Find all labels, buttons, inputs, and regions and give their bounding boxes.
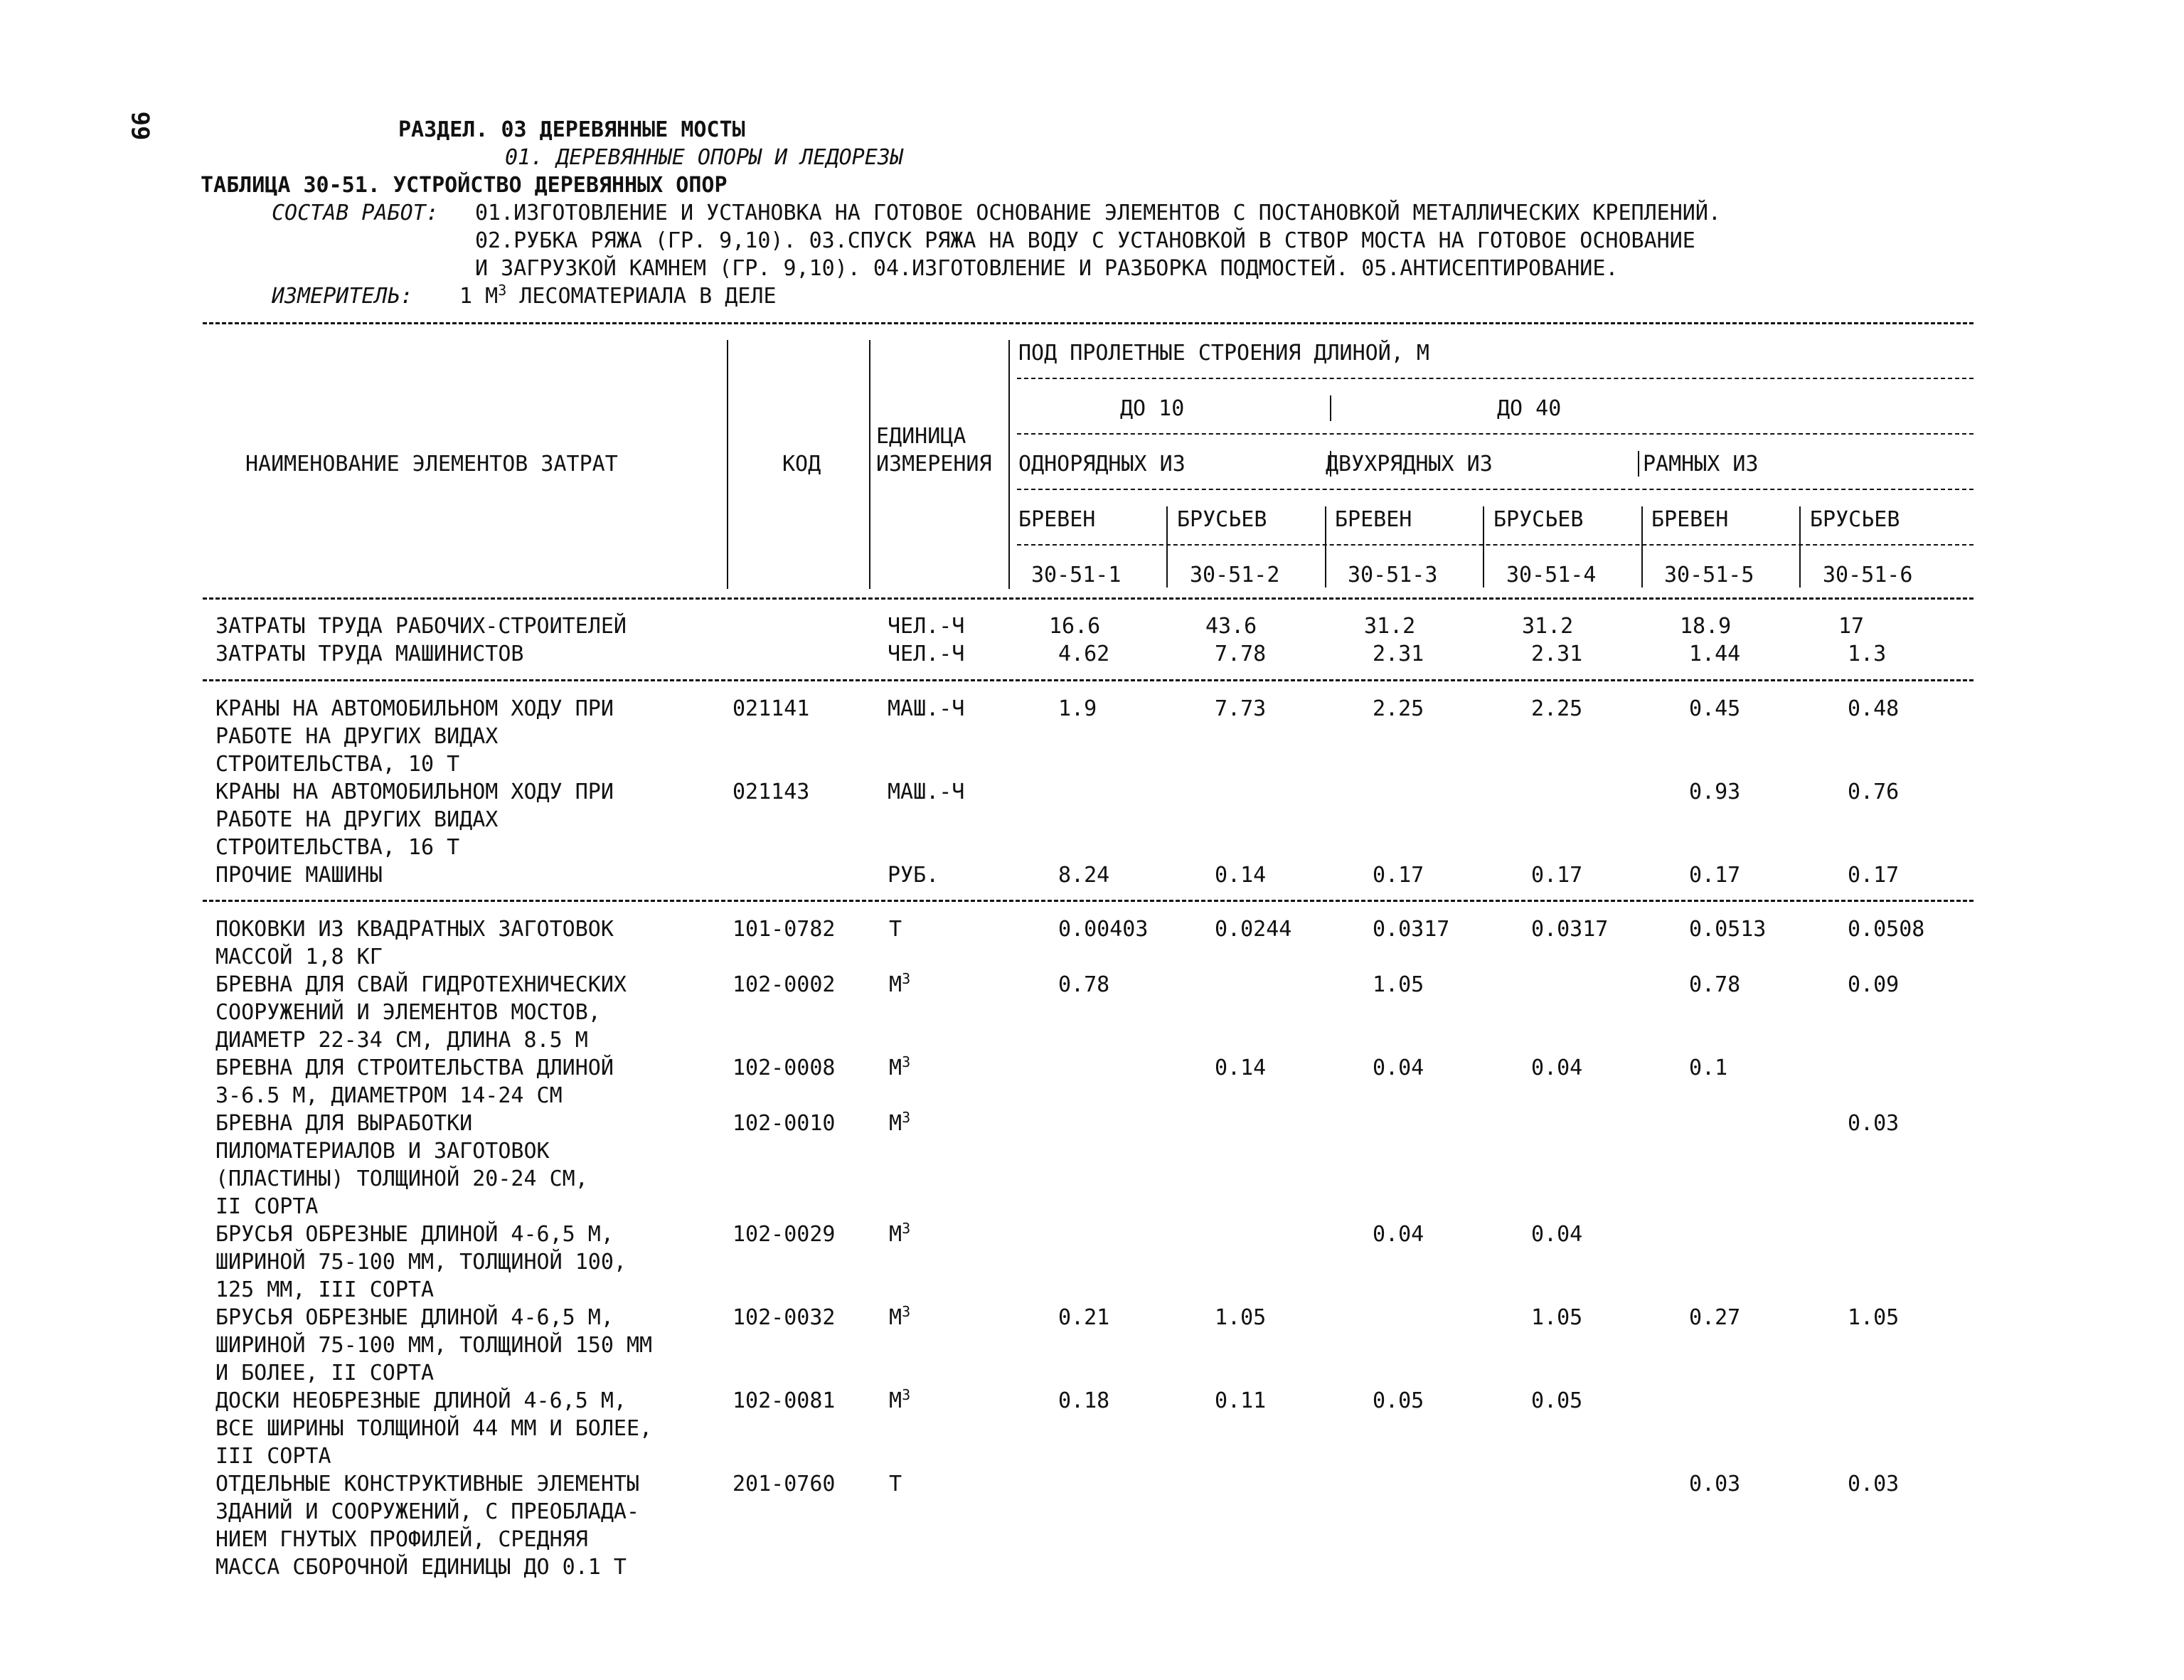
material-row-7-unit: $М^3$ <box>889 1386 911 1413</box>
head-material-4: БРУСЬЕВ <box>1493 507 1584 532</box>
measure-value: 1 $М^3$ ЛЕСОМАТЕРИАЛА В ДЕЛЕ <box>459 282 777 309</box>
material-row-1-unit: Т <box>889 917 902 942</box>
material-row-7-name-3: III СОРТА <box>215 1444 331 1469</box>
machine-row-3-v2: 0.14 <box>1215 863 1267 888</box>
material-row-2-name-2: СООРУЖЕНИЙ И ЭЛЕМЕНТОВ МОСТОВ, <box>215 1000 601 1025</box>
material-row-7-name-1: ДОСКИ НЕОБРЕЗНЫЕ ДЛИНОЙ 4-6,5 М, <box>215 1388 627 1413</box>
head-span-2: ДО 40 <box>1497 396 1562 421</box>
material-row-5-name-2: ШИРИНОЙ 75-100 ММ, ТОЛЩИНОЙ 100, <box>215 1250 627 1275</box>
labor-row-1-name: ЗАТРАТЫ ТРУДА РАБОЧИХ-СТРОИТЕЛЕЙ <box>215 614 627 639</box>
material-row-2-name-3: ДИАМЕТР 22-34 СМ, ДЛИНА 8.5 М <box>215 1028 588 1053</box>
labor-row-1-v6: 17 <box>1838 614 1865 639</box>
head-rule-1 <box>1017 378 1973 379</box>
material-row-4-name-1: БРЕВНА ДЛЯ ВЫРАБОТКИ <box>215 1111 473 1136</box>
head-material-1: БРЕВЕН <box>1018 507 1096 532</box>
material-row-1-name-1: ПОКОВКИ ИЗ КВАДРАТНЫХ ЗАГОТОВОК <box>215 917 614 942</box>
material-row-8-v6: 0.03 <box>1848 1472 1900 1496</box>
material-row-5-v4: 0.04 <box>1531 1222 1583 1247</box>
machine-row-3-v6: 0.17 <box>1848 863 1900 888</box>
material-row-6-v4: 1.05 <box>1531 1305 1583 1330</box>
material-row-8-name-2: ЗДАНИЙ И СООРУЖЕНИЙ, С ПРЕОБЛАДА- <box>215 1499 640 1524</box>
machine-row-1-name-1: КРАНЫ НА АВТОМОБИЛЬНОМ ХОДУ ПРИ <box>215 696 614 721</box>
col-divider-code <box>727 340 728 589</box>
head-code-4: 30-51-4 <box>1506 563 1597 588</box>
material-row-7-v3: 0.05 <box>1373 1388 1424 1413</box>
material-row-7-v4: 0.05 <box>1531 1388 1583 1413</box>
measure-label: ИЗМЕРИТЕЛЬ: <box>272 284 413 309</box>
material-row-3-v3: 0.04 <box>1373 1056 1424 1080</box>
material-row-1-v4: 0.0317 <box>1531 917 1609 942</box>
material-row-1-v5: 0.0513 <box>1689 917 1767 942</box>
machine-row-2-unit: МАШ.-Ч <box>888 780 965 804</box>
labor-row-2-v6: 1.3 <box>1848 642 1887 666</box>
head-rule-4 <box>1017 544 1973 546</box>
material-row-7-v1: 0.18 <box>1058 1388 1110 1413</box>
machine-row-1-v3: 2.25 <box>1373 696 1424 721</box>
material-row-8-code: 201-0760 <box>733 1472 836 1496</box>
section-title: РАЗДЕЛ. 03 ДЕРЕВЯННЫЕ МОСТЫ <box>398 117 745 142</box>
rule-head-bottom <box>203 597 1973 600</box>
work-composition-line-2: 02.РУБКА РЯЖА (ГР. 9,10). 03.СПУСК РЯЖА НА ВОДУ С УСТАНОВКОЙ В СТВОР МОСТА НА ГОТОВОЕ ОСНОВАНИЕ <box>475 228 1695 253</box>
material-row-3-name-2: 3-6.5 М, ДИАМЕТРОМ 14-24 СМ <box>215 1083 563 1108</box>
head-code-1: 30-51-1 <box>1031 563 1122 588</box>
material-row-7-v2: 0.11 <box>1215 1388 1267 1413</box>
material-row-6-name-2: ШИРИНОЙ 75-100 ММ, ТОЛЩИНОЙ 150 ММ <box>215 1333 653 1358</box>
head-type-divider-1 <box>1330 451 1331 477</box>
labor-row-2-v2: 7.78 <box>1215 642 1267 666</box>
head-span-1: ДО 10 <box>1120 396 1185 421</box>
machine-row-1-unit: МАШ.-Ч <box>888 696 965 721</box>
page-number: 99 <box>125 111 154 141</box>
head-code-3: 30-51-3 <box>1348 563 1438 588</box>
head-span-divider <box>1330 395 1331 421</box>
material-row-1-v2: 0.0244 <box>1215 917 1292 942</box>
machine-row-1-v5: 0.45 <box>1689 696 1741 721</box>
material-row-4-code: 102-0010 <box>733 1111 836 1136</box>
head-sub-divider-2 <box>1325 506 1326 588</box>
machine-row-3-v3: 0.17 <box>1373 863 1424 888</box>
col-divider-values <box>1008 340 1010 589</box>
head-material-6: БРУСЬЕВ <box>1810 507 1900 532</box>
material-row-1-name-2: МАССОЙ 1,8 КГ <box>215 945 383 969</box>
material-row-7-code: 102-0081 <box>733 1388 836 1413</box>
material-row-5-v3: 0.04 <box>1373 1222 1424 1247</box>
machine-row-1-v1: 1.9 <box>1058 696 1097 721</box>
head-rule-3 <box>1017 489 1973 490</box>
rule-top <box>203 322 1973 324</box>
machine-row-2-name-1: КРАНЫ НА АВТОМОБИЛЬНОМ ХОДУ ПРИ <box>215 780 614 804</box>
labor-row-2-v5: 1.44 <box>1689 642 1741 666</box>
labor-row-2-v4: 2.31 <box>1531 642 1583 666</box>
material-row-6-v6: 1.05 <box>1848 1305 1900 1330</box>
material-row-8-name-3: НИЕМ ГНУТЫХ ПРОФИЛЕЙ, СРЕДНЯЯ <box>215 1527 588 1552</box>
machine-row-3-name: ПРОЧИЕ МАШИНЫ <box>215 863 383 888</box>
material-row-8-unit: Т <box>889 1472 902 1496</box>
machine-row-2-name-3: СТРОИТЕЛЬСТВА, 16 Т <box>215 835 460 860</box>
table-title: ТАБЛИЦА 30-51. УСТРОЙСТВО ДЕРЕВЯННЫХ ОПОР <box>201 173 728 198</box>
head-sub-divider-5 <box>1799 506 1801 588</box>
material-row-3-unit: $М^3$ <box>889 1053 911 1080</box>
head-sub-divider-3 <box>1483 506 1484 588</box>
material-row-1-v6: 0.0508 <box>1848 917 1925 942</box>
head-sub-divider-1 <box>1166 506 1168 588</box>
head-material-5: БРЕВЕН <box>1651 507 1729 532</box>
labor-row-2-name: ЗАТРАТЫ ТРУДА МАШИНИСТОВ <box>215 642 524 666</box>
subsection-title: 01. ДЕРЕВЯННЫЕ ОПОРЫ И ЛЕДОРЕЗЫ <box>505 145 903 170</box>
material-row-2-v5: 0.78 <box>1689 972 1741 997</box>
labor-row-1-v2: 43.6 <box>1205 614 1257 639</box>
material-row-6-v2: 1.05 <box>1215 1305 1267 1330</box>
material-row-4-name-4: II СОРТА <box>215 1194 319 1219</box>
material-row-2-v1: 0.78 <box>1058 972 1110 997</box>
rule-machines-bottom <box>203 900 1973 902</box>
work-composition-label: СОСТАВ РАБОТ: <box>272 201 439 225</box>
head-material-2: БРУСЬЕВ <box>1177 507 1267 532</box>
head-type-1: ОДНОРЯДНЫХ ИЗ <box>1018 452 1186 477</box>
material-row-5-name-3: 125 ММ, III СОРТА <box>215 1277 435 1302</box>
head-code-column: КОД <box>782 452 821 477</box>
machine-row-3-unit: РУБ. <box>888 863 939 888</box>
machine-row-1-name-2: РАБОТЕ НА ДРУГИХ ВИДАХ <box>215 724 499 749</box>
machine-row-3-v1: 8.24 <box>1058 863 1110 888</box>
material-row-8-name-1: ОТДЕЛЬНЫЕ КОНСТРУКТИВНЫЕ ЭЛЕМЕНТЫ <box>215 1472 640 1496</box>
head-type-divider-2 <box>1638 451 1639 477</box>
head-rule-2 <box>1017 433 1973 435</box>
material-row-6-unit: $М^3$ <box>889 1303 911 1330</box>
material-row-4-name-2: ПИЛОМАТЕРИАЛОВ И ЗАГОТОВОК <box>215 1139 550 1164</box>
head-name-column: НАИМЕНОВАНИЕ ЭЛЕМЕНТОВ ЗАТРАТ <box>245 452 618 477</box>
labor-row-1-v3: 31.2 <box>1364 614 1416 639</box>
material-row-7-name-2: ВСЕ ШИРИНЫ ТОЛЩИНОЙ 44 ММ И БОЛЕЕ, <box>215 1416 653 1441</box>
machine-row-1-v6: 0.48 <box>1848 696 1900 721</box>
head-code-2: 30-51-2 <box>1190 563 1280 588</box>
material-row-4-v6: 0.03 <box>1848 1111 1900 1136</box>
machine-row-1-code: 021141 <box>733 696 810 721</box>
labor-row-1-unit: ЧЕЛ.-Ч <box>888 614 965 639</box>
labor-row-2-v3: 2.31 <box>1373 642 1424 666</box>
material-row-5-code: 102-0029 <box>733 1222 836 1247</box>
material-row-3-name-1: БРЕВНА ДЛЯ СТРОИТЕЛЬСТВА ДЛИНОЙ <box>215 1056 614 1080</box>
machine-row-1-name-3: СТРОИТЕЛЬСТВА, 10 Т <box>215 752 460 777</box>
material-row-8-v5: 0.03 <box>1689 1472 1741 1496</box>
material-row-3-v4: 0.04 <box>1531 1056 1583 1080</box>
labor-row-1-v4: 31.2 <box>1522 614 1574 639</box>
labor-row-1-v1: 16.6 <box>1049 614 1101 639</box>
material-row-2-code: 102-0002 <box>733 972 836 997</box>
material-row-6-v5: 0.27 <box>1689 1305 1741 1330</box>
material-row-1-v1: 0.00403 <box>1058 917 1149 942</box>
machine-row-1-v4: 2.25 <box>1531 696 1583 721</box>
labor-row-1-v5: 18.9 <box>1680 614 1732 639</box>
material-row-8-name-4: МАССА СБОРОЧНОЙ ЕДИНИЦЫ ДО 0.1 Т <box>215 1555 627 1580</box>
col-divider-unit <box>869 340 870 589</box>
material-row-3-code: 102-0008 <box>733 1056 836 1080</box>
work-composition-line-3: И ЗАГРУЗКОЙ КАМНЕМ (ГР. 9,10). 04.ИЗГОТОВЛЕНИЕ И РАЗБОРКА ПОДМОСТЕЙ. 05.АНТИСЕПТИРОВАНИЕ. <box>475 256 1619 281</box>
material-row-2-v6: 0.09 <box>1848 972 1900 997</box>
machine-row-1-v2: 7.73 <box>1215 696 1267 721</box>
head-code-5: 30-51-5 <box>1664 563 1754 588</box>
head-sub-divider-4 <box>1641 506 1643 588</box>
material-row-2-name-1: БРЕВНА ДЛЯ СВАЙ ГИДРОТЕХНИЧЕСКИХ <box>215 972 627 997</box>
machine-row-2-code: 021143 <box>733 780 810 804</box>
material-row-3-v5: 0.1 <box>1689 1056 1728 1080</box>
material-row-6-code: 102-0032 <box>733 1305 836 1330</box>
material-row-6-name-3: И БОЛЕЕ, II СОРТА <box>215 1361 435 1386</box>
head-unit-column-2: ИЗМЕРЕНИЯ <box>876 452 992 477</box>
machine-row-2-v5: 0.93 <box>1689 780 1741 804</box>
machine-row-2-name-2: РАБОТЕ НА ДРУГИХ ВИДАХ <box>215 807 499 832</box>
material-row-2-v3: 1.05 <box>1373 972 1424 997</box>
machine-row-2-v6: 0.76 <box>1848 780 1900 804</box>
material-row-6-v1: 0.21 <box>1058 1305 1110 1330</box>
material-row-3-v2: 0.14 <box>1215 1056 1267 1080</box>
head-group: ПОД ПРОЛЕТНЫЕ СТРОЕНИЯ ДЛИНОЙ, М <box>1018 341 1429 366</box>
material-row-6-name-1: БРУСЬЯ ОБРЕЗНЫЕ ДЛИНОЙ 4-6,5 М, <box>215 1305 614 1330</box>
material-row-5-name-1: БРУСЬЯ ОБРЕЗНЫЕ ДЛИНОЙ 4-6,5 М, <box>215 1222 614 1247</box>
labor-row-2-unit: ЧЕЛ.-Ч <box>888 642 965 666</box>
work-composition-line-1: 01.ИЗГОТОВЛЕНИЕ И УСТАНОВКА НА ГОТОВОЕ ОСНОВАНИЕ ЭЛЕМЕНТОВ С ПОСТАНОВКОЙ МЕТАЛЛИЧЕСКИХ КРЕПЛЕНИЙ. <box>475 201 1721 225</box>
material-row-4-unit: $М^3$ <box>889 1109 911 1136</box>
head-code-6: 30-51-6 <box>1823 563 1913 588</box>
labor-row-2-v1: 4.62 <box>1058 642 1110 666</box>
material-row-5-unit: $М^3$ <box>889 1220 911 1247</box>
machine-row-3-v5: 0.17 <box>1689 863 1741 888</box>
head-type-3: РАМНЫХ ИЗ <box>1643 452 1759 477</box>
machine-row-3-v4: 0.17 <box>1531 863 1583 888</box>
material-row-2-unit: $М^3$ <box>889 970 911 997</box>
head-type-2: ДВУХРЯДНЫХ ИЗ <box>1326 452 1493 477</box>
material-row-1-code: 101-0782 <box>733 917 836 942</box>
head-unit-column-1: ЕДИНИЦА <box>876 424 966 449</box>
head-material-3: БРЕВЕН <box>1335 507 1412 532</box>
material-row-1-v3: 0.0317 <box>1373 917 1450 942</box>
rule-labor-bottom <box>203 679 1973 681</box>
material-row-4-name-3: (ПЛАСТИНЫ) ТОЛЩИНОЙ 20-24 СМ, <box>215 1166 588 1191</box>
